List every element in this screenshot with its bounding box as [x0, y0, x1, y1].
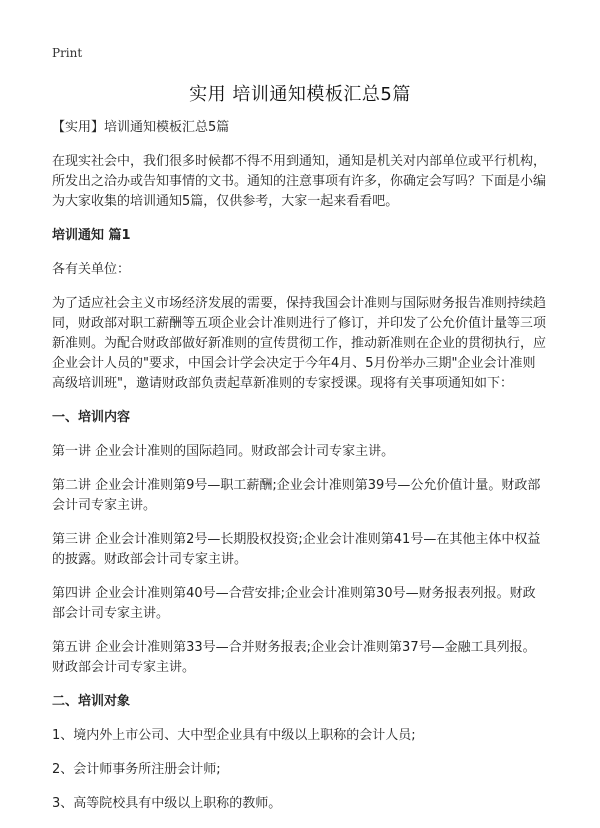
target-item: 3、高等院校具有中级以上职称的教师。	[52, 796, 282, 811]
lecture-item: 第二讲 企业会计准则第9号—职工薪酬;企业会计准则第39号—公允价值计量。财政部会计司专家主讲。	[52, 478, 541, 513]
heading-training-content: 一、培训内容	[52, 410, 131, 425]
lecture-item: 第五讲 企业会计准则第33号—合并财务报表;企业会计准则第37号—金融工具列报。财政部会计司专家主讲。	[52, 640, 536, 675]
target-item: 1、境内外上市公司、大中型企业具有中级以上职称的会计人员;	[52, 728, 416, 743]
print-label: Print	[52, 46, 83, 60]
lecture-item: 第一讲 企业会计准则的国际趋同。财政部会计司专家主讲。	[52, 444, 395, 459]
greeting: 各有关单位：	[52, 262, 131, 277]
lecture-item: 第三讲 企业会计准则第2号—长期股权投资;企业会计准则第41号—在其他主体中权益的披露。财政部会计司专家主讲。	[52, 532, 541, 567]
document-title: 实用 培训通知模板汇总5篇	[189, 84, 411, 105]
body-paragraph: 为了适应社会主义市场经济发展的需要，保持我国会计准则与国际财务报告准则持续趋同，财政部对职工薪酬等五项企业会计准则进行了修订，并印发了公允价值计量等三项新准则。为配合财政部做好新准则的宣传贯彻工作，推动新准则在企业的贯彻执行，应企业会计人员的"要求，中国会计学会决定于今年4月、5月份举办三期"企业会计准则高级培训班"，邀请财政部负责起草新准则的专家授课。现将有关事项通知如下：	[52, 296, 547, 391]
target-item: 2、会计师事务所注册会计师;	[52, 762, 221, 777]
document-content	[52, 118, 548, 828]
intro-paragraph: 在现实社会中，我们很多时候都不得不用到通知，通知是机关对内部单位或平行机构，所发出之洽办或告知事情的文书。通知的注意事项有许多，你确定会写吗？下面是小编为大家收集的培训通知5篇，仅供参考，大家一起来看看吧。	[52, 154, 547, 209]
heading-training-target: 二、培训对象	[52, 694, 131, 709]
section-title: 培训通知 篇1	[52, 228, 131, 243]
document-subtitle: 【实用】培训通知模板汇总5篇	[52, 120, 230, 135]
lecture-item: 第四讲 企业会计准则第40号—合营安排;企业会计准则第30号—财务报表列报。财政部会计司专家主讲。	[52, 586, 536, 621]
